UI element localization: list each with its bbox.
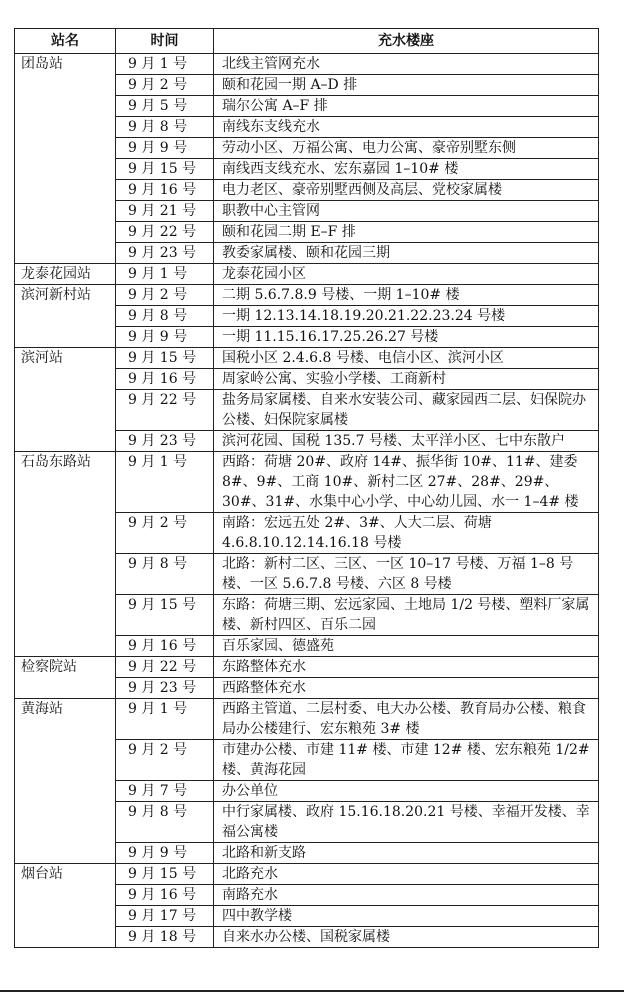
- table-row: [15, 699, 599, 740]
- table-row: [15, 306, 599, 327]
- date-cell: 9 月 2 号: [116, 285, 214, 306]
- buildings-cell: 一期 11.15.16.17.25.26.27 号楼: [214, 327, 599, 348]
- table-row: [15, 636, 599, 657]
- buildings-cell: 西路整体充水: [214, 678, 599, 699]
- buildings-cell: 北路充水: [214, 864, 599, 885]
- date-cell: 9 月 23 号: [116, 243, 214, 264]
- buildings-cell: 一期 12.13.14.18.19.20.21.22.23.24 号楼: [214, 306, 599, 327]
- buildings-cell: 北路：新村二区、三区、一区 10–17 号楼、万福 1–8 号楼、一区 5.6.7.8 号楼、六区 8 号楼: [214, 554, 599, 595]
- buildings-cell: 百乐家园、德盛苑: [214, 636, 599, 657]
- station-cell: [15, 802, 116, 843]
- table-row: [15, 243, 599, 264]
- table-row: [15, 264, 599, 285]
- table-row: [15, 452, 599, 513]
- buildings-cell: 中行家属楼、政府 15.16.18.20.21 号楼、幸福开发楼、幸福公寓楼: [214, 802, 599, 843]
- station-cell: [15, 678, 116, 699]
- station-cell: [15, 243, 116, 264]
- buildings-cell: 东路：荷塘三期、宏远家园、土地局 1/2 号楼、塑料厂家属楼、新村四区、百乐二园: [214, 595, 599, 636]
- date-cell: 9 月 18 号: [116, 927, 214, 948]
- station-cell: [15, 554, 116, 595]
- buildings-cell: 滨河花园、国税 135.7 号楼、太平洋小区、七中东散户: [214, 431, 599, 452]
- date-cell: 9 月 15 号: [116, 595, 214, 636]
- station-cell: [15, 740, 116, 781]
- date-cell: 9 月 1 号: [116, 264, 214, 285]
- station-cell: [15, 927, 116, 948]
- table-row: [15, 657, 599, 678]
- station-cell: 团岛站: [15, 54, 116, 75]
- date-cell: 9 月 8 号: [116, 117, 214, 138]
- station-cell: [15, 431, 116, 452]
- buildings-cell: 西路主管道、二层村委、电大办公楼、教育局办公楼、粮食局办公楼建行、宏东粮苑 3# 楼: [214, 699, 599, 740]
- date-cell: 9 月 22 号: [116, 657, 214, 678]
- buildings-cell: 瑞尔公寓 A–F 排: [214, 96, 599, 117]
- table-row: [15, 802, 599, 843]
- station-cell: [15, 75, 116, 96]
- date-cell: 9 月 15 号: [116, 864, 214, 885]
- table-row: [15, 678, 599, 699]
- date-cell: 9 月 23 号: [116, 678, 214, 699]
- date-cell: 9 月 1 号: [116, 452, 214, 513]
- date-cell: 9 月 9 号: [116, 138, 214, 159]
- date-cell: 9 月 15 号: [116, 159, 214, 180]
- table-row: [15, 927, 599, 948]
- table-row: [15, 864, 599, 885]
- date-cell: 9 月 16 号: [116, 636, 214, 657]
- table-row: [15, 513, 599, 554]
- buildings-cell: 周家岭公寓、实验小学楼、工商新村: [214, 369, 599, 390]
- station-cell: [15, 180, 116, 201]
- date-cell: 9 月 8 号: [116, 306, 214, 327]
- buildings-cell: 北线主管网充水: [214, 54, 599, 75]
- page-bottom-rule: [0, 990, 624, 992]
- date-cell: 9 月 15 号: [116, 348, 214, 369]
- station-cell: 石岛东路站: [15, 452, 116, 513]
- table-row: [15, 222, 599, 243]
- buildings-cell: 办公单位: [214, 781, 599, 802]
- table-row: [15, 138, 599, 159]
- table-row: [15, 885, 599, 906]
- table-row: [15, 285, 599, 306]
- buildings-cell: 龙泰花园小区: [214, 264, 599, 285]
- date-cell: 9 月 16 号: [116, 885, 214, 906]
- date-cell: 9 月 8 号: [116, 554, 214, 595]
- date-cell: 9 月 1 号: [116, 54, 214, 75]
- date-cell: 9 月 22 号: [116, 390, 214, 431]
- station-cell: [15, 138, 116, 159]
- buildings-cell: 南线西支线充水、宏东嘉园 1–10# 楼: [214, 159, 599, 180]
- station-cell: [15, 306, 116, 327]
- table-row: [15, 327, 599, 348]
- date-cell: 9 月 9 号: [116, 327, 214, 348]
- buildings-cell: 教委家属楼、颐和花园三期: [214, 243, 599, 264]
- buildings-cell: 自来水办公楼、国税家属楼: [214, 927, 599, 948]
- station-cell: [15, 159, 116, 180]
- schedule-sheet: [14, 28, 598, 948]
- header-time: 时间: [116, 29, 214, 54]
- table-row: [15, 390, 599, 431]
- date-cell: 9 月 5 号: [116, 96, 214, 117]
- buildings-cell: 劳动小区、万福公寓、电力公寓、豪帝别墅东侧: [214, 138, 599, 159]
- date-cell: 9 月 21 号: [116, 201, 214, 222]
- table-row: [15, 843, 599, 864]
- table-row: [15, 117, 599, 138]
- header-buildings: 充水楼座: [214, 29, 599, 54]
- buildings-cell: 颐和花园二期 E–F 排: [214, 222, 599, 243]
- table-row: [15, 201, 599, 222]
- station-cell: [15, 843, 116, 864]
- station-cell: [15, 636, 116, 657]
- station-cell: 滨河站: [15, 348, 116, 369]
- table-row: [15, 348, 599, 369]
- station-cell: [15, 513, 116, 554]
- station-cell: 龙泰花园站: [15, 264, 116, 285]
- date-cell: 9 月 16 号: [116, 180, 214, 201]
- date-cell: 9 月 7 号: [116, 781, 214, 802]
- station-cell: [15, 595, 116, 636]
- buildings-cell: 职教中心主管网: [214, 201, 599, 222]
- date-cell: 9 月 2 号: [116, 75, 214, 96]
- table-row: [15, 554, 599, 595]
- buildings-cell: 东路整体充水: [214, 657, 599, 678]
- table-row: [15, 906, 599, 927]
- date-cell: 9 月 17 号: [116, 906, 214, 927]
- buildings-cell: 西路：荷塘 20#、政府 14#、振华街 10#、11#、建委 8#、9#、工商 10#、新村二区 27#、28#、29#、30#、31#、水集中心小学、中心幼儿园、水一 1–4# 楼: [214, 452, 599, 513]
- station-cell: [15, 885, 116, 906]
- buildings-cell: 电力老区、豪帝别墅西侧及高层、党校家属楼: [214, 180, 599, 201]
- station-cell: 黄海站: [15, 699, 116, 740]
- buildings-cell: 国税小区 2.4.6.8 号楼、电信小区、滨河小区: [214, 348, 599, 369]
- station-cell: [15, 327, 116, 348]
- buildings-cell: 南路：宏远五处 2#、3#、人大二层、荷塘 4.6.8.10.12.14.16.18 号楼: [214, 513, 599, 554]
- table-row: [15, 180, 599, 201]
- buildings-cell: 盐务局家属楼、自来水安装公司、藏家园西二层、妇保院办公楼、妇保院家属楼: [214, 390, 599, 431]
- buildings-cell: 南路充水: [214, 885, 599, 906]
- station-cell: 烟台站: [15, 864, 116, 885]
- station-cell: [15, 781, 116, 802]
- table-row: [15, 54, 599, 75]
- buildings-cell: 北路和新支路: [214, 843, 599, 864]
- date-cell: 9 月 9 号: [116, 843, 214, 864]
- table-row: [15, 740, 599, 781]
- date-cell: 9 月 23 号: [116, 431, 214, 452]
- buildings-cell: 市建办公楼、市建 11# 楼、市建 12# 楼、宏东粮苑 1/2# 楼、黄海花园: [214, 740, 599, 781]
- date-cell: 9 月 2 号: [116, 513, 214, 554]
- date-cell: 9 月 8 号: [116, 802, 214, 843]
- header-station: 站名: [15, 29, 116, 54]
- date-cell: 9 月 1 号: [116, 699, 214, 740]
- table-row: [15, 431, 599, 452]
- buildings-cell: 南线东支线充水: [214, 117, 599, 138]
- station-cell: [15, 96, 116, 117]
- date-cell: 9 月 16 号: [116, 369, 214, 390]
- buildings-cell: 四中教学楼: [214, 906, 599, 927]
- table-row: [15, 96, 599, 117]
- table-row: [15, 781, 599, 802]
- table-row: [15, 159, 599, 180]
- station-cell: [15, 906, 116, 927]
- buildings-cell: 颐和花园一期 A–D 排: [214, 75, 599, 96]
- table-row: [15, 75, 599, 96]
- table-body: [15, 54, 599, 948]
- station-cell: 滨河新村站: [15, 285, 116, 306]
- date-cell: 9 月 2 号: [116, 740, 214, 781]
- station-cell: [15, 201, 116, 222]
- table-header-row: [15, 29, 599, 54]
- station-cell: [15, 390, 116, 431]
- table-row: [15, 595, 599, 636]
- station-cell: [15, 222, 116, 243]
- station-cell: [15, 369, 116, 390]
- station-cell: [15, 117, 116, 138]
- water-filling-schedule-table: [14, 28, 599, 948]
- date-cell: 9 月 22 号: [116, 222, 214, 243]
- table-row: [15, 369, 599, 390]
- buildings-cell: 二期 5.6.7.8.9 号楼、一期 1–10# 楼: [214, 285, 599, 306]
- station-cell: 检察院站: [15, 657, 116, 678]
